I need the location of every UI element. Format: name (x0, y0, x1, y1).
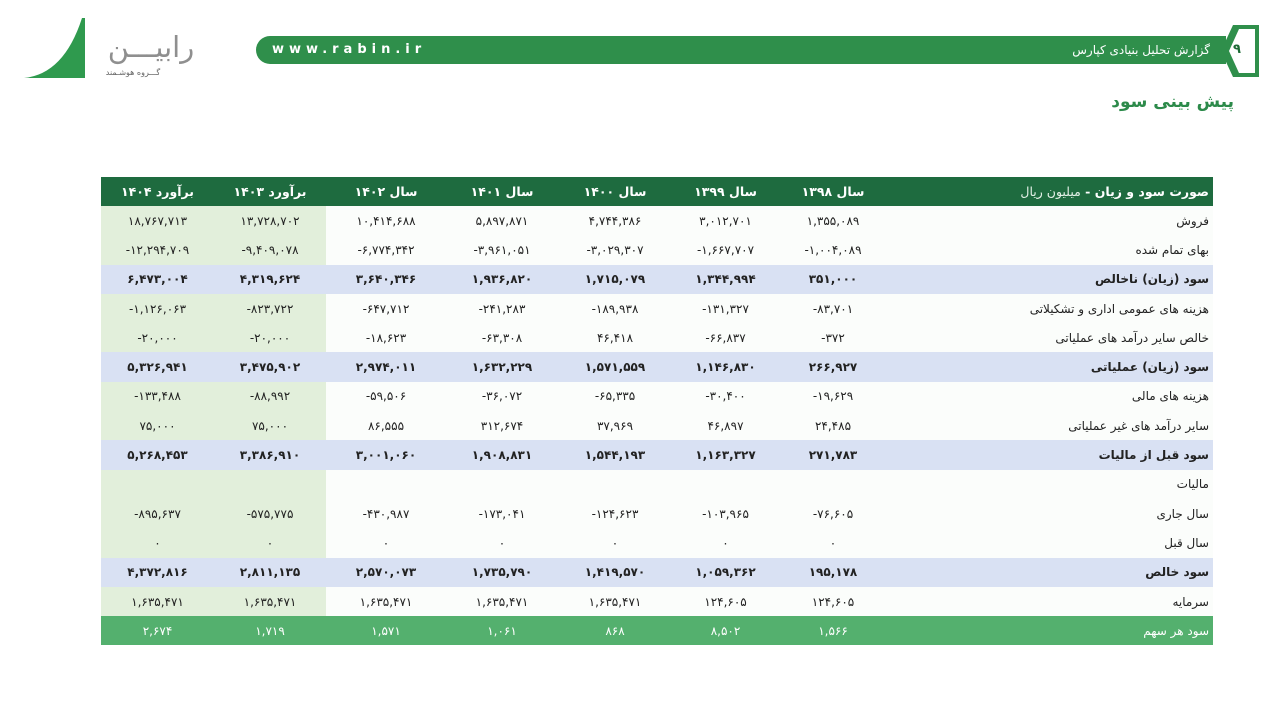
table-cell (326, 323, 446, 352)
table-cell (101, 265, 214, 294)
cell-value: -۶۵,۳۳۵ (594, 389, 636, 404)
table-cell (214, 558, 326, 587)
cell-value: -۴۳۰,۹۸۷ (362, 506, 410, 521)
table-cell (214, 352, 326, 381)
table-cell (101, 411, 214, 440)
table-cell (446, 235, 558, 264)
cell-value: ۱۸,۷۶۷,۷۱۳ (127, 213, 188, 228)
cell-value: ۱۲۴,۶۰۵ (704, 594, 747, 609)
table-cell (672, 499, 779, 528)
cell-value: ۰ (266, 535, 274, 550)
cell-value: -۵۹,۵۰۶ (365, 389, 407, 404)
table-row (101, 470, 1213, 499)
table-row (101, 235, 1213, 264)
cell-value: ۶,۴۷۳,۰۰۴ (127, 272, 188, 287)
table-cell (214, 528, 326, 557)
row-label: هزینه های مالی (887, 382, 1213, 411)
table-cell (446, 294, 558, 323)
report-title: گزارش تحلیل بنیادی کپارس (1072, 43, 1210, 57)
cell-value: ۲,۹۷۴,۰۱۱ (355, 360, 417, 375)
cell-value: ۱۳,۷۲۸,۷۰۲ (240, 213, 300, 228)
cell-value: -۶۶,۸۳۷ (705, 330, 746, 345)
table-cell (446, 616, 558, 645)
cell-value: ۱,۵۴۴,۱۹۳ (584, 448, 646, 463)
table-cell (558, 440, 672, 469)
table-cell (672, 528, 779, 557)
cell-value: ۱,۵۶۶ (818, 623, 848, 638)
row-label: سود قبل از مالیات (887, 440, 1213, 469)
table-cell (326, 558, 446, 587)
cell-value: ۱,۶۳۵,۴۷۱ (243, 594, 297, 609)
cell-value: ۱۰,۴۱۴,۶۸۸ (356, 213, 416, 228)
table-cell (326, 294, 446, 323)
table-cell (558, 616, 672, 645)
cell-value: ۲۷۱,۷۸۳ (808, 448, 858, 463)
table-cell (779, 323, 887, 352)
cell-value: ۰ (722, 535, 729, 550)
table-cell (101, 352, 214, 381)
cell-value: ۰ (611, 535, 619, 550)
cell-value: ۸,۵۰۲ (710, 623, 741, 638)
cell-value: -۳,۰۲۹,۳۰۷ (586, 242, 644, 257)
cell-value: ۳,۶۴۰,۳۴۶ (355, 272, 417, 287)
table-cell (779, 587, 887, 616)
cell-value: -۸۲۳,۷۲۲ (246, 301, 294, 316)
table-cell (558, 323, 672, 352)
cell-value: ۷۵,۰۰۰ (251, 418, 289, 433)
cell-value: ۱,۶۳۵,۴۷۱ (475, 594, 529, 609)
table-cell (326, 616, 446, 645)
cell-value: -۱۲,۲۹۴,۷۰۹ (125, 242, 190, 257)
cell-value: ۴۶,۸۹۷ (707, 418, 744, 433)
cell-value: -۲۰,۰۰۰ (249, 330, 291, 345)
table-cell (672, 587, 779, 616)
table-row (101, 411, 1213, 440)
table-cell (214, 235, 326, 264)
table-cell (558, 235, 672, 264)
table-cell (779, 616, 887, 645)
table-row (101, 206, 1213, 235)
cell-value: ۱,۶۳۵,۴۷۱ (131, 594, 184, 609)
table-title-separator: - (1080, 184, 1095, 199)
column-header: برآورد ۱۴۰۴ (101, 177, 214, 206)
table-cell (101, 616, 214, 645)
row-label: سود (زیان) عملیاتی (887, 352, 1213, 381)
table-header-row (101, 177, 1213, 206)
cell-value: -۹,۴۰۹,۰۷۸ (241, 242, 299, 257)
cell-value: ۳۵۱,۰۰۰ (808, 272, 858, 287)
table-cell (558, 470, 672, 499)
table-cell (672, 323, 779, 352)
cell-value: -۷۶,۶۰۵ (812, 506, 854, 521)
cell-value: -۱۲۴,۶۲۳ (591, 506, 639, 521)
table-row (101, 265, 1213, 294)
table-cell (558, 499, 672, 528)
column-header: سال ۱۴۰۲ (326, 177, 446, 206)
cell-value: ۱,۵۷۱ (371, 623, 401, 638)
table-row (101, 558, 1213, 587)
row-label: سرمایه (887, 587, 1213, 616)
table-cell (446, 587, 558, 616)
cell-value: ۸۶,۵۵۵ (367, 418, 405, 433)
cell-value: -۱,۶۶۷,۷۰۷ (696, 242, 755, 257)
table-cell (326, 411, 446, 440)
cell-value: ۰ (498, 535, 506, 550)
table-cell (558, 528, 672, 557)
row-label: فروش (887, 206, 1213, 235)
column-header: سال ۱۳۹۸ (779, 177, 887, 206)
cell-value: ۲,۵۷۰,۰۷۳ (355, 565, 417, 580)
row-label: سال جاری (887, 499, 1213, 528)
table-cell (779, 470, 887, 499)
table-cell (101, 323, 214, 352)
table-cell (326, 440, 446, 469)
row-label: سایر درآمد های غیر عملیاتی (887, 411, 1213, 440)
table-cell (779, 294, 887, 323)
table-cell (101, 558, 214, 587)
income-statement-table (101, 177, 1209, 645)
cell-value: ۲۶۶,۹۲۷ (808, 360, 858, 375)
logo-name: رابیـــن (107, 30, 195, 64)
cell-value: ۱۹۵,۱۷۸ (808, 565, 858, 580)
table-title: صورت سود و زیان (1094, 184, 1209, 199)
cell-value: ۱,۰۶۱ (487, 623, 517, 638)
table-cell (558, 558, 672, 587)
table-cell (326, 265, 446, 294)
table-cell (672, 382, 779, 411)
cell-value: ۲,۶۷۴ (142, 623, 173, 638)
cell-value: ۱,۹۰۸,۸۳۱ (471, 448, 533, 463)
cell-value: ۴,۳۷۲,۸۱۶ (127, 565, 188, 580)
cell-value: ۸۶۸ (605, 623, 625, 638)
cell-value: -۳,۹۶۱,۰۵۱ (473, 242, 531, 257)
table-cell (672, 558, 779, 587)
table-cell (214, 587, 326, 616)
table-cell (446, 499, 558, 528)
table-row (101, 587, 1213, 616)
cell-value: ۳۱۲,۶۷۴ (480, 418, 524, 433)
table-unit: میلیون ریال (1020, 184, 1081, 199)
table-cell (326, 352, 446, 381)
cell-value: -۸۳,۷۰۱ (812, 301, 854, 316)
cell-value: ۵,۸۹۷,۸۷۱ (475, 213, 529, 228)
cell-value: ۱,۹۳۶,۸۲۰ (471, 272, 533, 287)
table-row (101, 440, 1213, 469)
cell-value: ۲۴,۴۸۵ (814, 418, 852, 433)
table-row (101, 528, 1213, 557)
row-label: هزینه های عمومی اداری و تشکیلاتی (887, 294, 1213, 323)
table-cell (214, 499, 326, 528)
table-cell (672, 440, 779, 469)
table-row (101, 499, 1213, 528)
row-label: سال قبل (887, 528, 1213, 557)
cell-value: -۶۳,۳۰۸ (481, 330, 523, 345)
table-cell (779, 206, 887, 235)
cell-value: ۱,۰۵۹,۳۶۲ (695, 565, 756, 580)
row-label: سود خالص (887, 558, 1213, 587)
cell-value: ۵,۲۶۸,۴۵۳ (127, 448, 188, 463)
table-cell (558, 382, 672, 411)
row-label: سود (زیان) ناخالص (887, 265, 1213, 294)
table-cell (446, 206, 558, 235)
cell-value: ۴۶,۴۱۸ (596, 330, 634, 345)
table-row (101, 616, 1213, 645)
table-cell (326, 206, 446, 235)
cell-value: -۱۷۳,۰۴۱ (478, 506, 526, 521)
table-cell (326, 528, 446, 557)
table-cell (214, 265, 326, 294)
table-cell (779, 352, 887, 381)
cell-value: -۱۸۹,۹۳۸ (591, 301, 639, 316)
table-cell (446, 323, 558, 352)
table-cell (672, 206, 779, 235)
table-cell (446, 352, 558, 381)
table-cell (101, 528, 214, 557)
table-cell (672, 470, 779, 499)
table-cell (326, 382, 446, 411)
logo-tagline: گـــروه هوشـمند (105, 68, 161, 77)
table-cell (672, 352, 779, 381)
cell-value: ۳,۰۱۲,۷۰۱ (699, 213, 752, 228)
table-cell (672, 235, 779, 264)
cell-value: ۳,۰۰۱,۰۶۰ (355, 448, 417, 463)
table-cell (101, 587, 214, 616)
cell-value: ۱,۶۳۲,۲۲۹ (471, 360, 533, 375)
table-cell (558, 352, 672, 381)
table-cell (779, 558, 887, 587)
table-cell (101, 382, 214, 411)
logo-swoosh-icon (24, 18, 86, 80)
table-cell (101, 499, 214, 528)
table-cell (214, 470, 326, 499)
cell-value: -۱,۱۲۶,۰۶۳ (128, 301, 187, 316)
cell-value: ۱۲۴,۶۰۵ (811, 594, 855, 609)
table-cell (326, 470, 446, 499)
table-cell (214, 616, 326, 645)
site-url[interactable]: www.rabin.ir (272, 42, 427, 57)
row-label: مالیات (887, 470, 1213, 499)
cell-value: -۵۷۵,۷۷۵ (246, 506, 294, 521)
table-cell (326, 235, 446, 264)
page-heading: پیش بینی سود (1111, 92, 1234, 112)
table-cell (214, 206, 326, 235)
column-header: سال ۱۳۹۹ (672, 177, 779, 206)
cell-value: ۱,۳۵۵,۰۸۹ (806, 213, 860, 228)
table-cell (101, 470, 214, 499)
cell-value: -۱۰۳,۹۶۵ (702, 506, 749, 521)
table-cell (779, 499, 887, 528)
cell-value: -۱۸,۶۲۳ (365, 330, 407, 345)
cell-value: ۱,۷۳۵,۷۹۰ (471, 565, 533, 580)
table-cell (214, 440, 326, 469)
column-header: سال ۱۴۰۱ (446, 177, 558, 206)
row-label: خالص سایر درآمد های عملیاتی (887, 323, 1213, 352)
cell-value: ۱,۷۱۹ (255, 623, 285, 638)
table-cell (214, 382, 326, 411)
table-cell (779, 528, 887, 557)
cell-value: ۷۵,۰۰۰ (139, 418, 176, 433)
cell-value: ۲,۸۱۱,۱۳۵ (239, 565, 301, 580)
column-header: برآورد ۱۴۰۳ (214, 177, 326, 206)
table-cell (214, 294, 326, 323)
table-row (101, 323, 1213, 352)
cell-value: ۳,۴۷۵,۹۰۲ (239, 360, 301, 375)
table-cell (326, 587, 446, 616)
cell-value: -۱,۰۰۴,۰۸۹ (804, 242, 862, 257)
table-cell (101, 235, 214, 264)
table-cell (446, 558, 558, 587)
table-cell (446, 470, 558, 499)
cell-value: ۱,۶۳۵,۴۷۱ (359, 594, 413, 609)
cell-value: ۵,۳۲۶,۹۴۱ (127, 360, 188, 375)
table-cell (672, 265, 779, 294)
table-cell (446, 440, 558, 469)
table-cell (779, 235, 887, 264)
cell-value: -۲۰,۰۰۰ (137, 330, 178, 345)
table-cell (558, 265, 672, 294)
table-row (101, 352, 1213, 381)
table-title-cell (887, 177, 1213, 206)
cell-value: -۸۹۵,۶۳۷ (134, 506, 181, 521)
cell-value: ۱,۱۴۶,۸۳۰ (695, 360, 756, 375)
cell-value: ۳۷,۹۶۹ (596, 418, 634, 433)
cell-value: -۱۹,۶۲۹ (812, 389, 854, 404)
cell-value: -۱۳۳,۴۸۸ (134, 389, 181, 404)
page-number: ۹ (1233, 42, 1241, 57)
table-cell (779, 382, 887, 411)
column-header: سال ۱۴۰۰ (558, 177, 672, 206)
table-cell (214, 323, 326, 352)
table-cell (446, 265, 558, 294)
table-cell (558, 587, 672, 616)
table-cell (446, 411, 558, 440)
row-label: بهای تمام شده (887, 235, 1213, 264)
table-cell (779, 440, 887, 469)
table-cell (558, 411, 672, 440)
table-cell (101, 294, 214, 323)
table-cell (446, 528, 558, 557)
cell-value: ۰ (829, 535, 837, 550)
table-cell (672, 616, 779, 645)
cell-value: ۱,۳۴۴,۹۹۴ (695, 272, 756, 287)
cell-value: -۳۰,۴۰۰ (705, 389, 746, 404)
table-cell (101, 206, 214, 235)
cell-value: -۳۶,۰۷۲ (481, 389, 523, 404)
cell-value: ۴,۳۱۹,۶۲۴ (239, 272, 301, 287)
cell-value: ۳,۳۸۶,۹۱۰ (239, 448, 301, 463)
table-row (101, 382, 1213, 411)
cell-value: ۱,۴۱۹,۵۷۰ (584, 565, 646, 580)
table-cell (558, 294, 672, 323)
row-label: سود هر سهم (887, 616, 1213, 645)
table-cell (672, 294, 779, 323)
table-cell (326, 499, 446, 528)
table-cell (779, 411, 887, 440)
table-cell (672, 411, 779, 440)
cell-value: -۶,۷۷۴,۳۴۲ (357, 242, 415, 257)
table-cell (558, 206, 672, 235)
cell-value: -۲۴۱,۲۸۳ (478, 301, 526, 316)
table-cell (214, 411, 326, 440)
cell-value: ۴,۷۴۴,۳۸۶ (588, 213, 642, 228)
cell-value: -۸۸,۹۹۲ (249, 389, 291, 404)
table-cell (101, 440, 214, 469)
cell-value: ۱,۷۱۵,۰۷۹ (584, 272, 646, 287)
cell-value: -۱۳۱,۳۲۷ (702, 301, 749, 316)
cell-value: ۱,۵۷۱,۵۵۹ (584, 360, 646, 375)
cell-value: -۶۴۷,۷۱۲ (362, 301, 410, 316)
cell-value: ۰ (154, 535, 161, 550)
cell-value: -۳۷۲ (821, 330, 845, 345)
table-row (101, 294, 1213, 323)
cell-value: ۱,۱۶۳,۳۲۷ (695, 448, 756, 463)
cell-value: ۰ (382, 535, 390, 550)
table-cell (446, 382, 558, 411)
table-cell (779, 265, 887, 294)
cell-value: ۱,۶۳۵,۴۷۱ (588, 594, 642, 609)
